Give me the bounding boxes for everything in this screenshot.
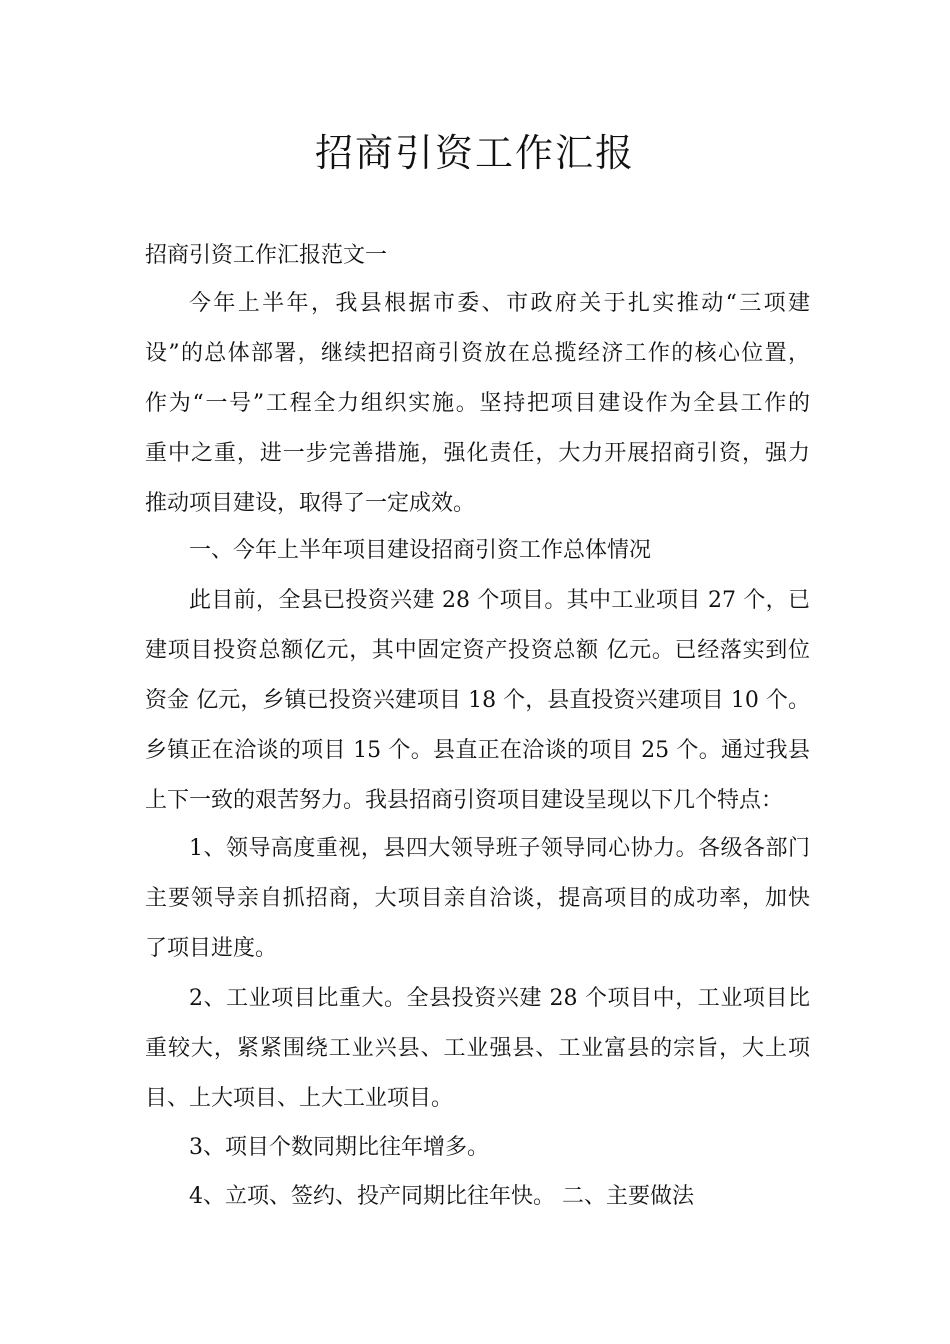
section-heading-1: [145, 526, 810, 576]
paragraph-intro: [145, 279, 810, 529]
text-line: 主要领导亲自抓招商，大项目亲自洽谈，提高项目的成功率，加快: [145, 886, 810, 911]
subtitle-line: 招商引资工作汇报范文一: [145, 243, 388, 268]
text-line: 建项目投资总额亿元，其中固定资产投资总额 亿元。已经落实到位: [145, 638, 810, 663]
text-line: 作为“一号”工程全力组织实施。坚持把项目建设作为全县工作的: [145, 391, 810, 416]
text-line: 4、立项、签约、投产同期比往年快。 二、主要做法: [189, 1184, 694, 1209]
paragraph-point-2: [145, 974, 810, 1124]
text-line: 设”的总体部署，继续把招商引资放在总揽经济工作的核心位置，: [145, 341, 810, 366]
text-line: 上下一致的艰苦努力。我县招商引资项目建设呈现以下几个特点：: [145, 788, 784, 813]
section-heading: 一、今年上半年项目建设招商引资工作总体情况: [189, 538, 652, 563]
text-line: 此目前，全县已投资兴建 28 个项目。其中工业项目 27 个，已: [189, 588, 810, 613]
text-line: 目、上大项目、上大工业项目。: [145, 1086, 454, 1111]
paragraph-point-3: [145, 1123, 810, 1173]
text-line: 重中之重，进一步完善措施，强化责任，大力开展招商引资，强力: [145, 441, 810, 466]
paragraph-overview: [145, 576, 810, 826]
text-line: 今年上半年，我县根据市委、市政府关于扎实推动“三项建: [189, 291, 810, 316]
document-title: 招商引资工作汇报: [314, 131, 635, 175]
paragraph-point-1: [145, 824, 810, 974]
text-line: 3、项目个数同期比往年增多。: [189, 1135, 489, 1160]
text-line: 重较大，紧紧围绕工业兴县、工业强县、工业富县的宗旨，大上项: [145, 1036, 810, 1061]
text-line: 2、工业项目比重大。全县投资兴建 28 个项目中，工业项目比: [189, 986, 810, 1011]
text-line: 乡镇正在洽谈的项目 15 个。县直正在洽谈的项目 25 个。通过我县: [145, 738, 810, 763]
text-line: 1、领导高度重视，县四大领导班子领导同心协力。各级各部门: [189, 836, 810, 861]
text-line: 了项目进度。: [145, 936, 278, 961]
document-subtitle: [145, 231, 810, 281]
text-line: 推动项目建设，取得了一定成效。: [145, 491, 476, 516]
paragraph-point-4: [145, 1172, 810, 1222]
text-line: 资金 亿元，乡镇已投资兴建项目 18 个，县直投资兴建项目 10 个。: [145, 688, 810, 713]
